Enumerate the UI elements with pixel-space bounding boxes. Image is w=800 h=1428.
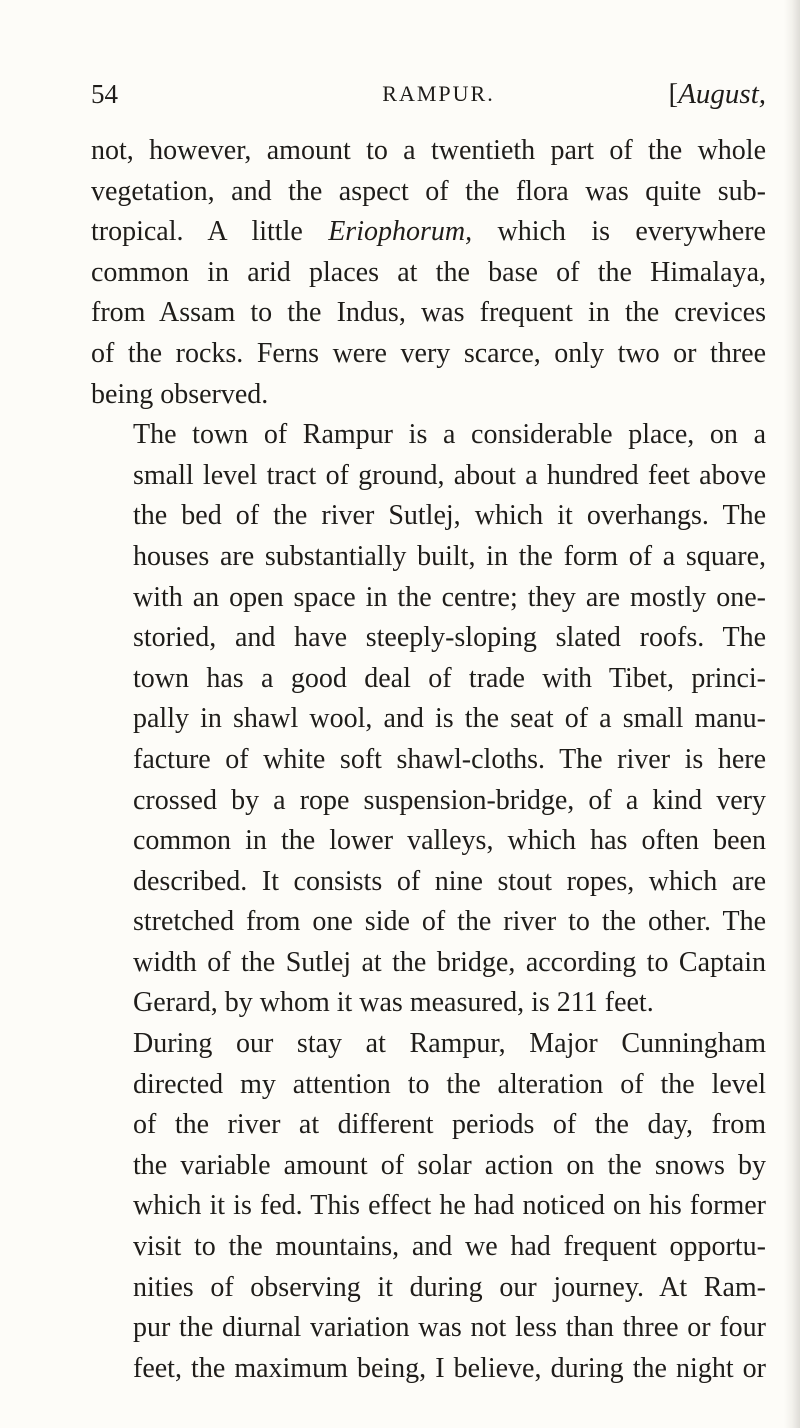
text-line: common in the lower valleys, which has often been	[133, 825, 766, 857]
text-line: pally in shawl wool, and is the seat of a small manu-	[133, 703, 766, 735]
text-line: feet, the maximum being, I believe, during the night or	[133, 1352, 766, 1384]
text-line: storied, and have steeply-sloping slated roofs. The	[133, 622, 766, 654]
page-header	[91, 74, 766, 114]
body-text	[91, 131, 766, 1389]
italic-term: Eriophorum,	[328, 216, 473, 248]
text-fragment: which is everywhere	[472, 216, 766, 248]
text-line: from Assam to the Indus, was frequent in the crevices	[91, 297, 766, 329]
text-line: town has a good deal of trade with Tibet, princi-	[133, 662, 766, 694]
text-line: width of the Sutlej at the bridge, according to Captain	[133, 946, 766, 978]
text-line: of the river at different periods of the day, from	[133, 1109, 766, 1141]
text-line: houses are substantially built, in the form of a square,	[133, 540, 766, 572]
text-line: vegetation, and the aspect of the flora was quite sub-	[91, 175, 766, 207]
text-line: nities of observing it during our journey. At Ram-	[133, 1271, 766, 1303]
text-line: described. It consists of nine stout ropes, which are	[133, 865, 766, 897]
page-number: 54	[91, 79, 118, 109]
text-line: of the rocks. Ferns were very scarce, only two or three	[91, 337, 766, 369]
text-line: directed my attention to the alteration of the level	[133, 1068, 766, 1100]
page-edge-shadow	[784, 0, 800, 1428]
text-line: facture of white soft shawl-cloths. The river is here	[133, 743, 766, 775]
text-line: which it is fed. This effect he had noticed on his former	[133, 1190, 766, 1222]
running-title: RAMPUR.	[382, 81, 495, 106]
text-line: pur the diurnal variation was not less than three or four	[133, 1312, 766, 1344]
paragraph-2	[91, 415, 766, 1024]
text-line: stretched from one side of the river to the other. The	[133, 906, 766, 938]
text-line: not, however, amount to a twentieth part of the whole	[91, 135, 766, 166]
text-line: During our stay at Rampur, Major Cunningham	[133, 1028, 766, 1060]
text-line: with an open space in the centre; they are mostly one-	[133, 581, 766, 613]
text-line: The town of Rampur is a considerable place, on a	[133, 419, 766, 451]
paragraph-3	[91, 1024, 766, 1389]
text-fragment: tropical. A little	[91, 216, 303, 248]
text-line: the bed of the river Sutlej, which it overhangs. The	[133, 500, 766, 532]
text-line: common in arid places at the base of the Himalaya,	[91, 256, 766, 288]
text-line-with-italic	[91, 212, 766, 253]
text-line: visit to the mountains, and we had frequent opportu-	[133, 1231, 766, 1263]
paragraph-1	[91, 131, 766, 415]
month-bracket: [	[668, 78, 679, 110]
text-line: small level tract of ground, about a hundred feet above	[133, 459, 766, 491]
month-label: August,	[678, 78, 766, 110]
text-line: the variable amount of solar action on the snows by	[133, 1149, 766, 1181]
text-line: crossed by a rope suspension-bridge, of a kind very	[133, 784, 766, 816]
text-line: being observed.	[91, 378, 269, 410]
text-line: Gerard, by whom it was measured, is 211 feet.	[133, 987, 654, 1019]
running-month	[669, 74, 766, 114]
